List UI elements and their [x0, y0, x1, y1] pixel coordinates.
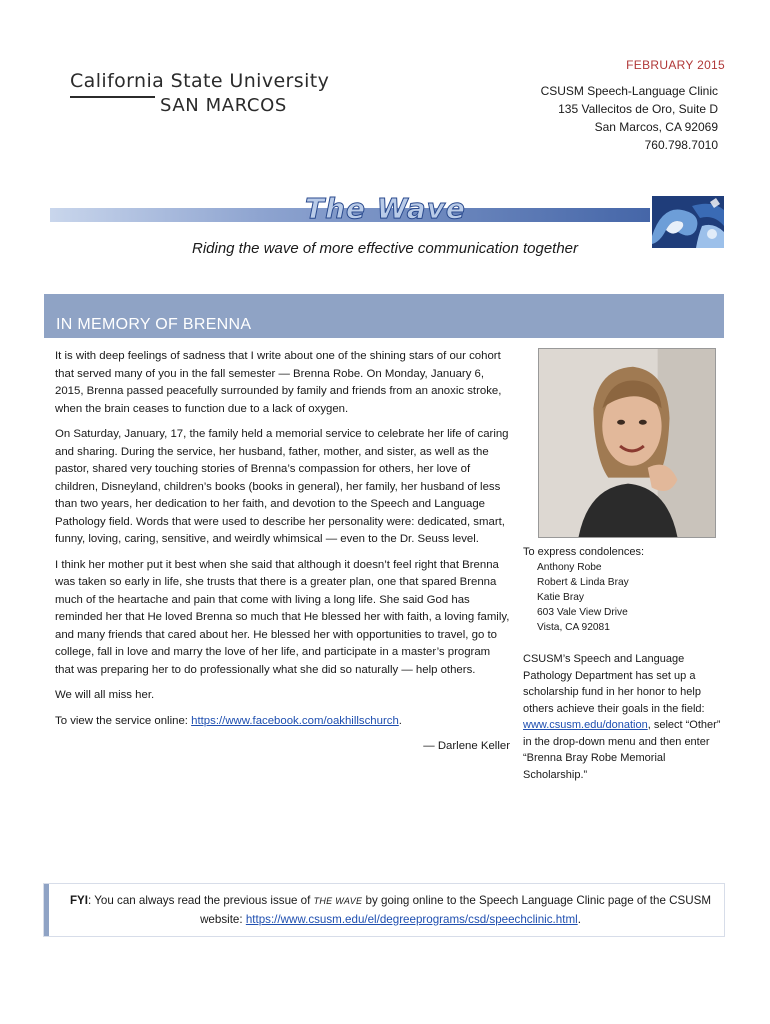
service-prefix: To view the service online: — [55, 714, 192, 727]
newsletter-title: The Wave — [305, 192, 466, 225]
article-paragraph: We will all miss her. — [55, 689, 155, 701]
fyi-label: FYI — [69, 894, 88, 907]
logo-university-name: California State University — [70, 70, 330, 92]
newsletter-banner — [50, 192, 650, 228]
newsletter-tagline: Riding the wave of more effective communication together — [191, 240, 579, 257]
condolence-line: Anthony Robe — [537, 562, 602, 573]
sidebar — [523, 544, 723, 783]
condolence-line: Robert & Linda Bray — [537, 577, 629, 588]
condolence-heading: To express condolences: — [523, 546, 645, 558]
issue-date: FEBRUARY 2015 — [626, 58, 725, 72]
fund-text-end: , select “Other” in the drop-down menu and then enter “Brenna Bray Robe Memorial Scholarship.” — [523, 719, 721, 781]
condolence-line: 603 Vale View Drive — [537, 607, 628, 618]
clinic-page-link[interactable]: https://www.csusm.edu/el/degreeprograms/csd/speechclinic.html — [245, 912, 578, 926]
condolence-address — [523, 560, 723, 635]
fyi-text: : You can always read the previous issue of — [88, 894, 314, 907]
university-logo — [70, 70, 330, 116]
portrait-photo — [538, 348, 716, 538]
service-line — [55, 713, 510, 731]
clinic-name: CSUSM Speech-Language Clinic — [540, 84, 718, 98]
service-suffix: . — [398, 714, 402, 727]
condolence-line: Vista, CA 92081 — [537, 622, 610, 633]
clinic-phone: 760.798.7010 — [644, 138, 718, 152]
logo-campus-name: SAN MARCOS — [160, 95, 287, 116]
clinic-city: San Marcos, CA 92069 — [594, 120, 718, 134]
scholarship-notice — [523, 651, 723, 783]
publication-name: THE WAVE — [313, 896, 363, 906]
fyi-box — [44, 884, 724, 936]
fyi-text-end: . — [577, 912, 581, 926]
logo-rule — [70, 96, 155, 98]
author-signature: — Darlene Keller — [423, 740, 510, 752]
article-paragraph: It is with deep feelings of sadness that I write about one of the shining stars of our cohort that served many of you in the fall semester — Brenna Robe. On Monday, January 6, 2015, Brenna passed peacefully surrounded by family and friends from an anoxic stroke, when the brain ceases to function due to a lack of oxygen. — [55, 350, 502, 415]
fyi-text: by going online to the Speech Language Clinic page of the CSUSM website: — [200, 894, 712, 926]
article-paragraph: On Saturday, January, 17, the family held a memorial service to celebrate her life of caring and sharing. During the service, her husband, father, mother, and sister, as well as the pastor, shared very touching stories of Brenna’s compassion for others, her love of children, Disneyland, children’s books (books in general), her family, her husband of less than two years, her dedication to her faith, and devotion to the Speech and Language Pathology field. Words that were used to describe her personality were: dedicated, smart, funny, loving, caring, sensitive, and weirdly whimsical — even to the Dr. Seuss level. — [55, 428, 509, 545]
clinic-address — [541, 82, 718, 154]
section-title: IN MEMORY OF BRENNA — [56, 316, 252, 333]
memorial-article — [55, 348, 510, 764]
clinic-street: 135 Vallecitos de Oro, Suite D — [558, 102, 718, 116]
condolence-line: Katie Bray — [537, 592, 584, 603]
fund-text: CSUSM’s Speech and Language Pathology Department has set up a scholarship fund in her honor to help others achieve their goals in the field: — [523, 653, 705, 715]
article-paragraph: I think her mother put it best when she said that although it doesn’t feel right that Brenna was taken so early in life, she trusts that there is a greater plan, one that spared Brenna much of the heartache and pain that come with living a long life. She said God has reminded her that He loved Brenna so much that He blessed her with faith, a loving family, and many friends that cared about her. He blessed her with opportunities to travel, go to college, fall in love and marry the love of her life, and participate in a master’s program that was preparing her to do professionally what she did so naturally — help others. — [55, 558, 510, 676]
service-video-link[interactable]: https://www.facebook.com/oakhillschurch — [191, 714, 399, 727]
donation-link[interactable]: www.csusm.edu/donation — [523, 719, 648, 731]
section-header — [44, 294, 724, 338]
